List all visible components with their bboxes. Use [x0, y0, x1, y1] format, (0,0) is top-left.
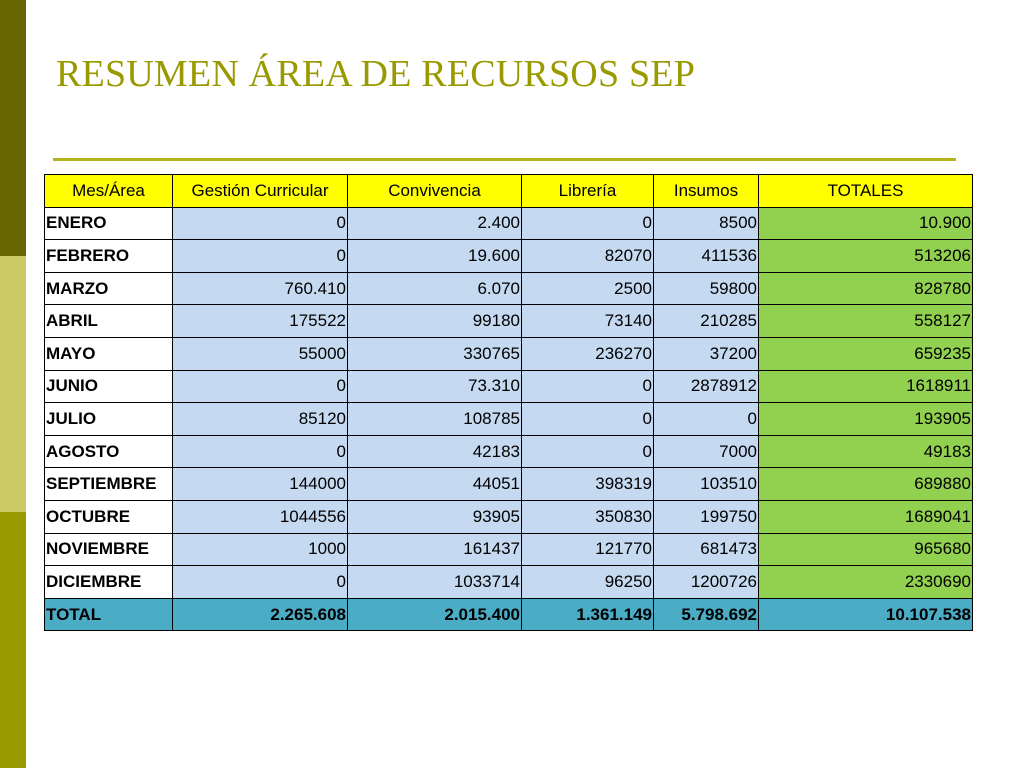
header-convivencia: Convivencia [348, 175, 522, 208]
header-mes-area: Mes/Área [45, 175, 173, 208]
convivencia-cell: 1033714 [348, 566, 522, 599]
convivencia-cell: 99180 [348, 305, 522, 338]
insumos-cell: 2878912 [654, 370, 759, 403]
month-cell: ABRIL [45, 305, 173, 338]
header-insumos: Insumos [654, 175, 759, 208]
insumos-cell: 411536 [654, 240, 759, 273]
totales-cell: 965680 [759, 533, 973, 566]
table-total-row [45, 598, 973, 631]
gestion-curricular-cell: 85120 [173, 403, 348, 436]
insumos-cell: 681473 [654, 533, 759, 566]
libreria-cell: 2500 [522, 272, 654, 305]
convivencia-cell: 330765 [348, 337, 522, 370]
insumos-cell: 103510 [654, 468, 759, 501]
gestion-curricular-cell: 0 [173, 435, 348, 468]
summary-table [44, 174, 973, 631]
totales-cell: 10.900 [759, 207, 973, 240]
insumos-cell: 0 [654, 403, 759, 436]
table-row [45, 500, 973, 533]
gestion-curricular-cell: 760.410 [173, 272, 348, 305]
libreria-cell: 350830 [522, 500, 654, 533]
gestion-curricular-cell: 0 [173, 370, 348, 403]
insumos-cell: 59800 [654, 272, 759, 305]
convivencia-cell: 93905 [348, 500, 522, 533]
table-row [45, 240, 973, 273]
table-header-row [45, 175, 973, 208]
header-gestion-curricular: Gestión Curricular [173, 175, 348, 208]
table-row [45, 305, 973, 338]
table-row [45, 207, 973, 240]
totales-cell: 828780 [759, 272, 973, 305]
total-libreria: 1.361.149 [522, 598, 654, 631]
convivencia-cell: 42183 [348, 435, 522, 468]
convivencia-cell: 108785 [348, 403, 522, 436]
header-libreria: Librería [522, 175, 654, 208]
month-cell: SEPTIEMBRE [45, 468, 173, 501]
sidebar-accent-bottom [0, 512, 26, 768]
insumos-cell: 1200726 [654, 566, 759, 599]
table-row [45, 370, 973, 403]
month-cell: MAYO [45, 337, 173, 370]
libreria-cell: 236270 [522, 337, 654, 370]
gestion-curricular-cell: 0 [173, 240, 348, 273]
gestion-curricular-cell: 144000 [173, 468, 348, 501]
insumos-cell: 199750 [654, 500, 759, 533]
table-row [45, 337, 973, 370]
gestion-curricular-cell: 0 [173, 207, 348, 240]
totales-cell: 558127 [759, 305, 973, 338]
convivencia-cell: 73.310 [348, 370, 522, 403]
month-cell: OCTUBRE [45, 500, 173, 533]
table-row [45, 468, 973, 501]
gestion-curricular-cell: 1044556 [173, 500, 348, 533]
gestion-curricular-cell: 55000 [173, 337, 348, 370]
insumos-cell: 8500 [654, 207, 759, 240]
insumos-cell: 210285 [654, 305, 759, 338]
convivencia-cell: 161437 [348, 533, 522, 566]
month-cell: MARZO [45, 272, 173, 305]
gestion-curricular-cell: 1000 [173, 533, 348, 566]
month-cell: NOVIEMBRE [45, 533, 173, 566]
totales-cell: 1618911 [759, 370, 973, 403]
convivencia-cell: 2.400 [348, 207, 522, 240]
totales-cell: 193905 [759, 403, 973, 436]
total-label: TOTAL [45, 598, 173, 631]
table-row [45, 272, 973, 305]
libreria-cell: 96250 [522, 566, 654, 599]
libreria-cell: 82070 [522, 240, 654, 273]
totales-cell: 49183 [759, 435, 973, 468]
convivencia-cell: 44051 [348, 468, 522, 501]
total-convivencia: 2.015.400 [348, 598, 522, 631]
page-title: RESUMEN ÁREA DE RECURSOS SEP [56, 53, 696, 95]
libreria-cell: 121770 [522, 533, 654, 566]
totales-cell: 2330690 [759, 566, 973, 599]
insumos-cell: 37200 [654, 337, 759, 370]
month-cell: JUNIO [45, 370, 173, 403]
totales-cell: 513206 [759, 240, 973, 273]
libreria-cell: 0 [522, 403, 654, 436]
table-row [45, 533, 973, 566]
table-row [45, 566, 973, 599]
libreria-cell: 0 [522, 207, 654, 240]
month-cell: ENERO [45, 207, 173, 240]
total-totales: 10.107.538 [759, 598, 973, 631]
libreria-cell: 398319 [522, 468, 654, 501]
header-totales: TOTALES [759, 175, 973, 208]
table-body [45, 207, 973, 598]
totales-cell: 689880 [759, 468, 973, 501]
totales-cell: 659235 [759, 337, 973, 370]
month-cell: FEBRERO [45, 240, 173, 273]
sidebar-accent-top [0, 0, 26, 256]
month-cell: DICIEMBRE [45, 566, 173, 599]
table-row [45, 435, 973, 468]
totales-cell: 1689041 [759, 500, 973, 533]
gestion-curricular-cell: 175522 [173, 305, 348, 338]
convivencia-cell: 19.600 [348, 240, 522, 273]
insumos-cell: 7000 [654, 435, 759, 468]
month-cell: AGOSTO [45, 435, 173, 468]
total-gestion-curricular: 2.265.608 [173, 598, 348, 631]
gestion-curricular-cell: 0 [173, 566, 348, 599]
convivencia-cell: 6.070 [348, 272, 522, 305]
sidebar-accent-middle [0, 256, 26, 512]
title-divider [53, 158, 956, 161]
libreria-cell: 73140 [522, 305, 654, 338]
table-row [45, 403, 973, 436]
libreria-cell: 0 [522, 370, 654, 403]
libreria-cell: 0 [522, 435, 654, 468]
total-insumos: 5.798.692 [654, 598, 759, 631]
month-cell: JULIO [45, 403, 173, 436]
